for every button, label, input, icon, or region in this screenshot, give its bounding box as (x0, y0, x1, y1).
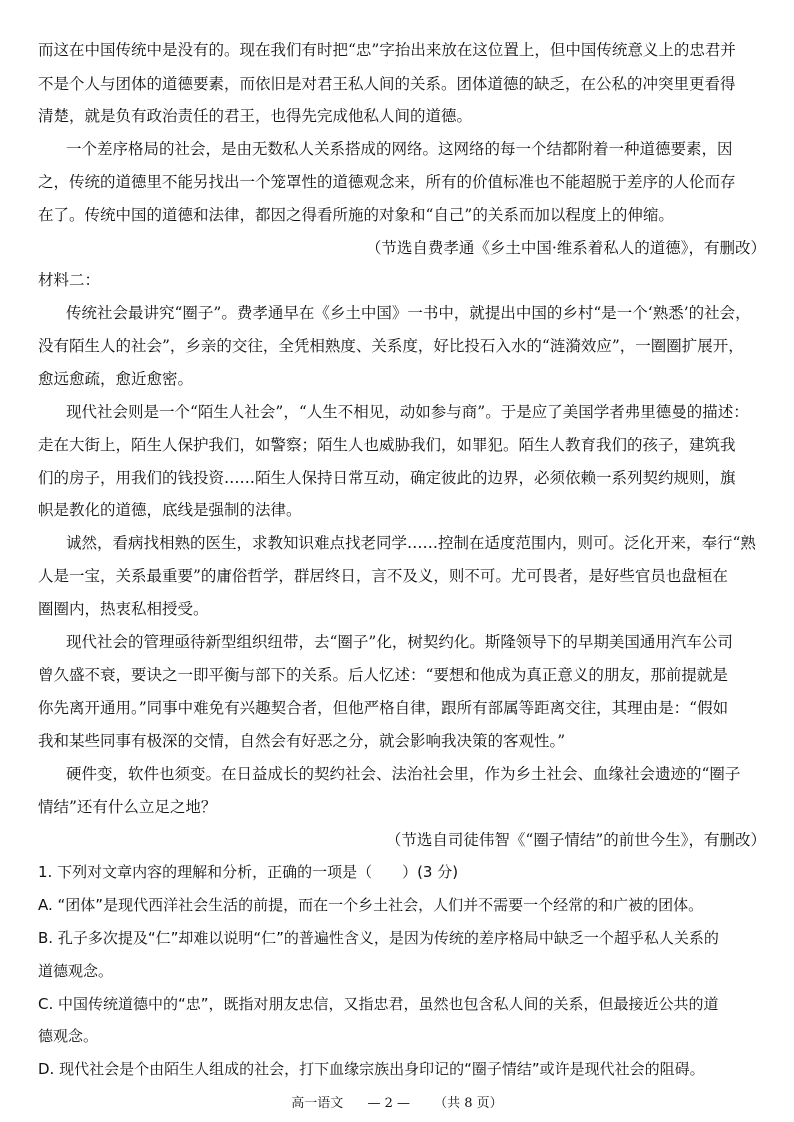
text-line: 诚然，看病找相熟的医生，求教知识难点找老同学……控制在适度范围内，则可。泛化开来，奉行“熟 (66, 534, 756, 552)
footer-page-number: — 2 — (367, 1096, 410, 1111)
text-line: 我和某些同事有极深的交情，自然会有好恶之分，就会影响我决策的客观性。” (38, 732, 566, 750)
option-c: C. 中国传统道德中的“忠”，既指对朋友忠信，又指忠君，虽然也包含私人间的关系，但最接近公共的道 (38, 995, 719, 1013)
text-line: 硬件变，软件也须变。在日益成长的契约社会、法治社会里，作为乡土社会、血缘社会遗迹的“圈子 (66, 765, 741, 783)
text-line: 现代社会的管理亟待新型组织纽带，去“圈子”化，树契约化。斯隆领导下的早期美国通用汽车公司 (66, 633, 733, 651)
text-line: 之，传统的道德里不能另找出一个笼罩性的道德观念来，所有的价值标准也不能超脱于差序的人伦而存 (38, 173, 736, 191)
text-line: 情结”还有什么立足之地？ (38, 798, 217, 816)
option-d: D. 现代社会是个由陌生人组成的社会，打下血缘宗族出身印记的“圈子情结”或许是现代社会的阻碍。 (38, 1060, 705, 1078)
page-footer (0, 1095, 794, 1113)
text-line: 不是个人与团体的道德要素，而依旧是对君王私人间的关系。团体道德的缺乏，在公私的冲突里更看得 (38, 75, 736, 93)
text-line: 走在大街上，陌生人保护我们，如警察；陌生人也威胁我们，如罪犯。陌生人教育我们的孩子，建筑我 (38, 436, 736, 454)
option-a: A. “团体”是现代西洋社会生活的前提，而在一个乡土社会，人们并不需要一个经常的和广被的团体。 (38, 896, 704, 914)
text-line: 在了。传统中国的道德和法律，都因之得看所施的对象和“自己”的关系而加以程度上的伸缩。 (38, 206, 674, 224)
option-c-continued: 德观念。 (38, 1027, 99, 1045)
footer-subject: 高一语文 (291, 1096, 344, 1111)
source-citation: （节选自司徒伟智《“圈子情结”的前世今生》，有删改） (385, 831, 766, 849)
text-line: 们的房子，用我们的钱投资……陌生人保持日常互动，确定彼此的边界，必须依赖一系列契约规则，旗 (38, 469, 736, 487)
text-line: 帜是教化的道德，底线是强制的法律。 (38, 501, 302, 519)
text-line: 清楚，就是负有政治责任的君王，也得先完成他私人间的道德。 (38, 107, 473, 125)
text-line: 你先离开通用。”同事中难免有兴趣契合者，但他严格自律，跟所有部属等距离交往，其理由是：“假如 (38, 699, 729, 717)
text-line: 人是一宝，关系最重要”的庸俗哲学，群居终日，言不及义，则不可。尤可畏者，是好些官员也盘桓在 (38, 567, 728, 585)
material-heading: 材料二： (38, 271, 101, 289)
text-line: 而这在中国传统中是没有的。现在我们有时把“忠”字抬出来放在这位置上，但中国传统意义上的忠君并 (38, 41, 736, 59)
text-line: 现代社会则是一个“陌生人社会”，“人生不相见，动如参与商”。于是应了美国学者弗里德曼的描述： (66, 403, 749, 421)
text-line: 愈远愈疏，愈近愈密。 (38, 370, 194, 388)
option-b-continued: 道德观念。 (38, 962, 114, 980)
text-line: 一个差序格局的社会，是由无数私人关系搭成的网络。这网络的每一个结都附着一种道德要素，因 (66, 140, 733, 158)
option-b: B. 孔子多次提及“仁”却难以说明“仁”的普遍性含义，是因为传统的差序格局中缺乏一个超乎私人关系的 (38, 929, 719, 947)
text-line: 圈圈内，热衷私相授受。 (38, 600, 209, 618)
question-stem: 1. 下列对文章内容的理解和分析，正确的一项是（ ）(3 分) (38, 863, 459, 881)
source-citation: （节选自费孝通《乡土中国·维系着私人的道德》，有删改） (365, 239, 766, 257)
text-line: 传统社会最讲究“圈子”。费孝通早在《乡土中国》一书中，就提出中国的乡村“是一个‘熟悉’的社会， (66, 304, 751, 322)
text-line: 没有陌生人的社会”，乡亲的交往，全凭相熟度、关系度，好比投石入水的“涟漪效应”，一圈圈扩展开， (38, 337, 744, 355)
footer-page-total: （共 8 页） (434, 1096, 503, 1111)
text-line: 曾久盛不衰，要诀之一即平衡与部下的关系。后人忆述：“要想和他成为真正意义的朋友，那前提就是 (38, 666, 728, 684)
